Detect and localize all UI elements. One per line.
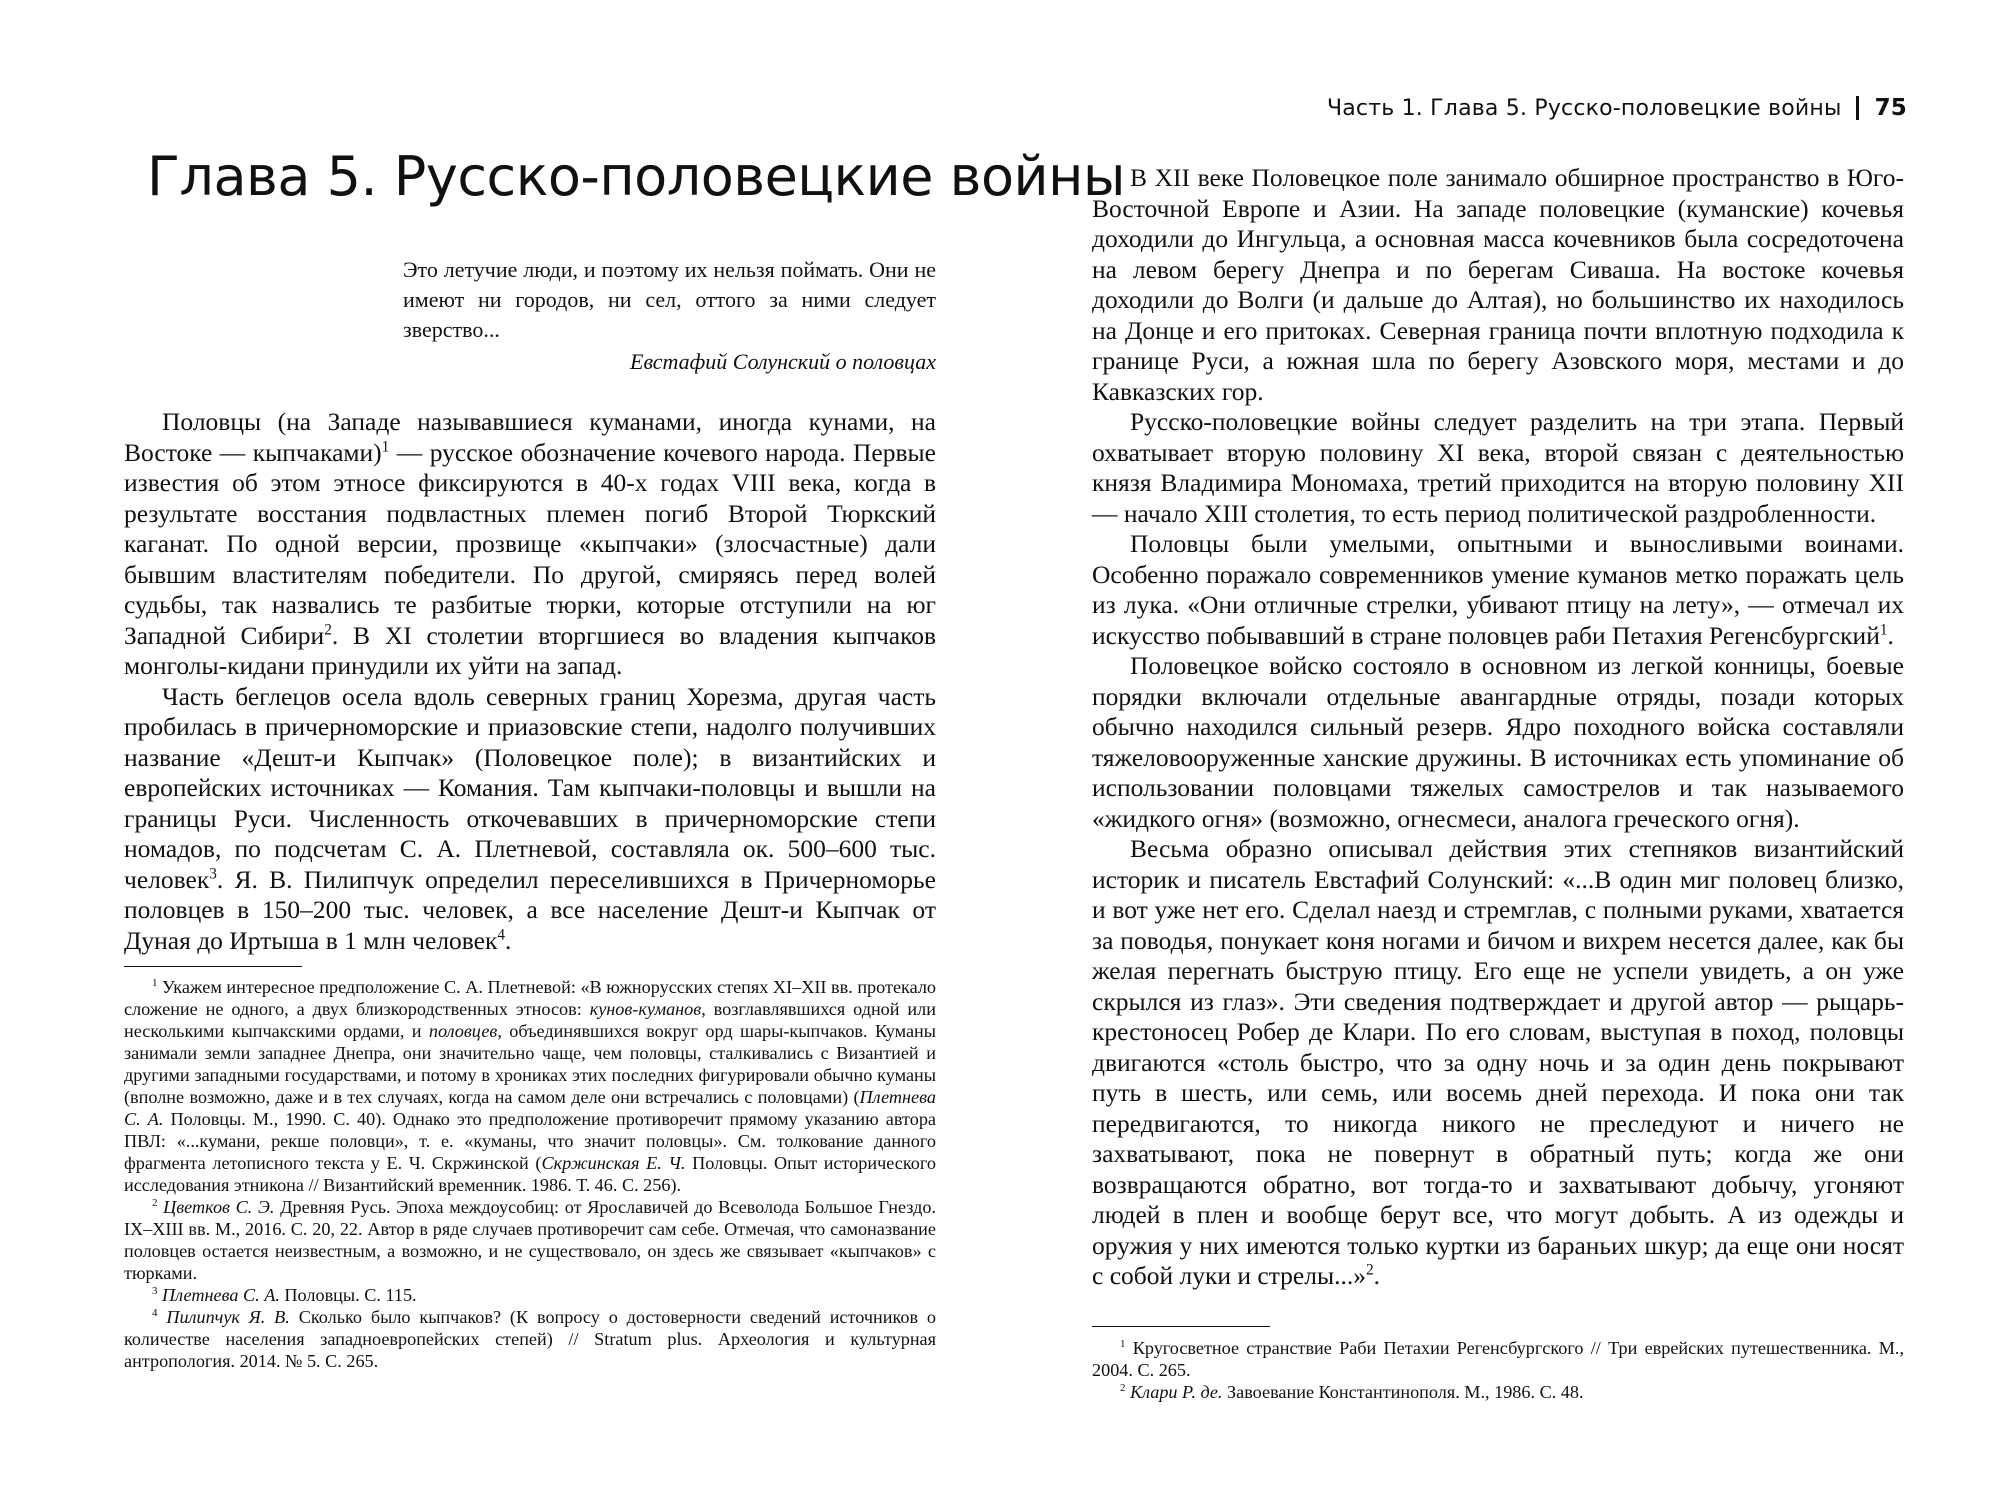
footnote-rule xyxy=(1092,1326,1270,1327)
right-footnotes xyxy=(1092,1337,1904,1403)
footnote: $^2$ Клари Р. де. Завоевание Константинополя. М., 1986. С. 48. xyxy=(1120,1381,1584,1402)
footnote-marker: 1 xyxy=(381,438,390,455)
footnote: $^2$ Цветков С. Э. Древняя Русь. Эпоха междоусобиц: от Ярославичей до Всеволода Большое Гнездо. IX–XIII вв. М., 2016. С. 20, 22. Автор в ряде случаев противоречит сам себе. Отмечая, что самоназвание половцев остается неизвестным, а возможно, и не существовало, он здесь же связывает «кыпчаков» с тюрками. xyxy=(124,1196,936,1283)
paragraph: Весьма образно описывал действия этих степняков византийский историк и писатель Евстафий Солунский: «...В один миг половец близко, и вот уже нет его. Сделал наезд и стремглав, с полными руками, хватается за поводья, понукает коня ногами и бичом и вихрем несется далее, как бы желая перегнать быструю птицу. Его еще не успели увидеть, а он уже скрылся из глаз». Эти сведения подтверждает и другой автор — рыцарь-крестоносец Робер де Клари. По его словам, выступая в поход, половцы двигаются «столь быстро, что за одну ночь и за один день покрывают путь в шесть, или семь, или восемь дней перехода. И пока они так передвигаются, то никогда никого не преследуют и ничего не захватывают, пока не повернут в обратный путь; когда же они возвращаются обратно, вот тогда-то и захватывают добычу, угоняют людей в плен и вообще берут все, что могут добыть. А из одежды и оружия у них имеются только куртки из бараньих шкур; да еще они носят с собой луки и стрелы...»$^2$. xyxy=(1092,834,1904,1290)
running-head-title: Часть 1. Глава 5. Русско-половецкие войны xyxy=(1326,96,1842,121)
left-body-text xyxy=(124,407,936,956)
footnote-marker: 4 xyxy=(497,926,506,943)
paragraph: Часть беглецов осела вдоль северных границ Хорезма, другая часть пробилась в причерноморские и приазовские степи, надолго получивших название «Дешт-и Кыпчак» (Половецкое поле); в византийских и европейских источниках — Комания. Там кыпчаки-половцы и вышли на границы Руси. Численность откочевавших в причерноморские степи номадов, по подсчетам С. А. Плетневой, составляла ок. 500–600 тыс. человек$^3$. Я. В. Пилипчук определил переселившихся в Причерноморье половцев в 150–200 тыс. человек, а все население Дешт-и Кыпчак от Дуная до Иртыша в 1 млн человек$^4$. xyxy=(124,681,936,955)
footnote-rule xyxy=(124,966,302,967)
epigraph-attribution: Евстафий Солунский о половцах xyxy=(630,349,936,374)
footnote: $^1$ Укажем интересное предположение С. А. Плетневой: «В южнорусских степях XI–XII вв. протекало сложение не одного, а двух близкородственных этносов: кунов-куманов, возглавлявшихся одной или несколькими кыпчакскими ордами, и половцев, объединявшихся вокруг орд шары-кыпчаков. Куманы занимали земли западнее Днепра, они значительно чаще, чем половцы, сталкивались с Византией и другими западными государствами, и потому в хрониках этих последних фигурировали обычно куманы (вполне возможно, даже и в тех случаях, когда на самом деле они встречались с половцами) (Плетнева С. А. Половцы. М., 1990. С. 40). Однако это предположение противоречит прямому указанию автора ПВЛ: «...кумани, рекше половци», т. е. «куманы, что значит половцы». См. толкование данного фрагмента летописного текста у Е. Ч. Скржинской (Скржинская Е. Ч. Половцы. Опыт исторического исследования этникона // Византийский временник. 1986. Т. 46. С. 256). xyxy=(124,976,936,1195)
left-footnotes xyxy=(124,976,936,1372)
paragraph: В XII веке Половецкое поле занимало обширное пространство в Юго-Восточной Европе и Азии. На западе половецкие (куманские) кочевья доходили до Ингульца, а основная масса кочевников была сосредоточена на левом берегу Днепра и по берегам Сиваша. На востоке кочевья доходили до Волги (и дальше до Алтая), но большинство их находилось на Донце и его притоках. Северная граница почти вплотную подходила к границе Руси, а южная шла по берегу Азовского моря, местами и до Кавказских гор. xyxy=(1092,163,1904,406)
chapter-title: Глава 5. Русско-половецкие войны xyxy=(147,145,1126,208)
paragraph: Половцы (на Западе называвшиеся куманами, иногда кунами, на Востоке — кыпчаками)$^1$ — русское обозначение кочевого народа. Первые известия об этом этносе фиксируются в 40-х годах VIII века, когда в результате восстания подвластных племен погиб Второй Тюркский каганат. По одной версии, прозвище «кыпчаки» (злосчастные) дали бывшим властителям победители. По другой, смиряясь перед волей судьбы, так назвались те разбитые тюрки, которые отступили на юг Западной Сибири$^2$. В XI столетии вторгшиеся во владения кыпчаков монголы-кидани принудили их уйти на запад. xyxy=(124,407,936,680)
running-head-separator xyxy=(1856,96,1859,120)
page-number: 75 xyxy=(1874,95,1907,121)
right-body-text xyxy=(1092,163,1904,1292)
paragraph: Половецкое войско состояло в основном из легкой конницы, боевые порядки включали отдельные авангардные отряды, позади которых обычно находился сильный резерв. Ядро походного войска составляли тяжеловооруженные ханские дружины. В источниках есть упоминание об использовании половцами тяжелых самострелов и так называемого «жидкого огня» (возможно, огнесмеси, аналога греческого огня). xyxy=(1092,651,1904,833)
footnote: $^4$ Пилипчук Я. В. Сколько было кыпчаков? (К вопросу о достоверности сведений источников о количестве населения западноевропейских степей) // Stratum plus. Археология и культурная антропология. 2014. № 5. С. 265. xyxy=(124,1306,937,1371)
paragraph: Русско-половецкие войны следует разделить на три этапа. Первый охватывает вторую половину XI века, второй связан с деятельностью князя Владимира Мономаха, третий приходится на вторую половину XII — начало XIII столетия, то есть период политической раздробленности. xyxy=(1092,407,1904,528)
footnote: $^1$ Кругосветное странствие Раби Петахии Регенсбургского // Три еврейских путешественника. М., 2004. С. 265. xyxy=(1092,1337,1904,1380)
paragraph: Половцы были умелыми, опытными и выносливыми воинами. Особенно поражало современников умение куманов метко поражать цель из лука. «Они отличные стрелки, убивают птицу на лету», — отмечал их искусство побывавший в стране половцев раби Петахия Регенсбургский$^1$. xyxy=(1092,529,1904,650)
epigraph xyxy=(403,255,936,377)
epigraph-text: Это летучие люди, и поэтому их нельзя поймать. Они не имеют ни городов, ни сел, оттого за ними следует зверство... xyxy=(403,257,936,342)
footnote-marker: 3 xyxy=(209,865,217,882)
running-head xyxy=(1327,95,1907,121)
footnote: $^3$ Плетнева С. А. Половцы. С. 115. xyxy=(152,1284,417,1305)
footnote-marker: 2 xyxy=(324,621,332,638)
